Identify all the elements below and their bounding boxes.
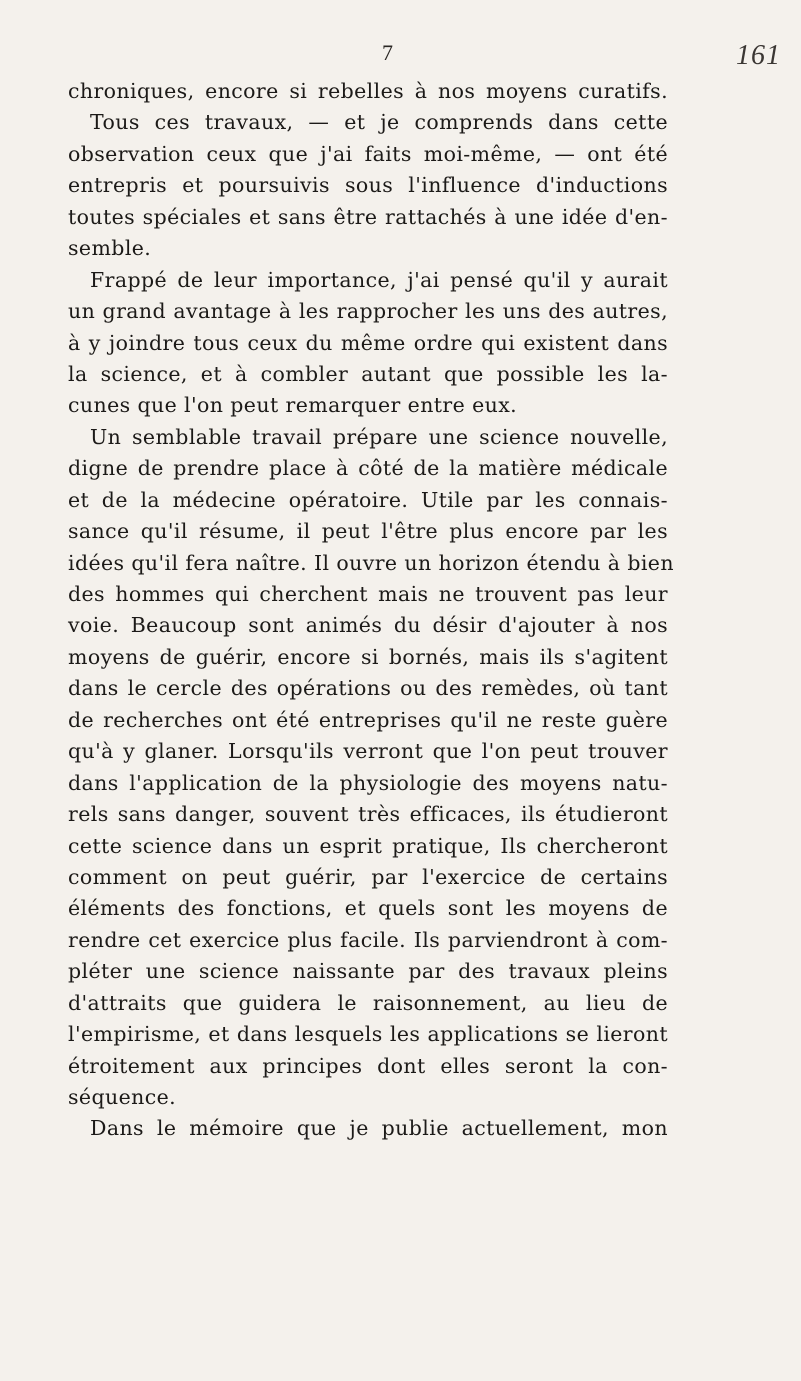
body-text bbox=[68, 76, 674, 1145]
text-line: sance qu'il résume, il peut l'être plus encore par les bbox=[68, 519, 668, 544]
text-line: observation ceux que j'ai faits moi-même, — ont été bbox=[68, 141, 668, 166]
text-line: chroniques, encore si rebelles à nos moyens curatifs. bbox=[68, 79, 668, 103]
text-line: pléter une science naissante par des travaux pleins bbox=[68, 959, 668, 984]
text-line: comment on peut guérir, par l'exercice de certains bbox=[68, 864, 668, 889]
text-line: éléments des fonctions, et quels sont les moyens de bbox=[68, 896, 668, 921]
text-line: Dans le mémoire que je publie actuellement, mon bbox=[90, 1116, 668, 1141]
text-line: de recherches ont été entreprises qu'il ne reste guère bbox=[68, 707, 668, 732]
text-line: Frappé de leur importance, j'ai pensé qu'il y aurait bbox=[90, 267, 668, 292]
text-line: rels sans danger, souvent très efficaces, ils étudieront bbox=[68, 802, 668, 827]
text-line: qu'à y glaner. Lorsqu'ils verront que l'on peut trouver bbox=[68, 739, 668, 764]
text-line: Un semblable travail prépare une science nouvelle, bbox=[90, 424, 668, 449]
text-line: étroitement aux principes dont elles seront la con- bbox=[68, 1053, 668, 1078]
text-line: Tous ces travaux, — et je comprends dans cette bbox=[90, 110, 668, 135]
text-line: dans l'application de la physiologie des moyens natu- bbox=[68, 770, 668, 795]
text-line: toutes spéciales et sans être rattachés à une idée d'en- bbox=[68, 204, 668, 229]
text-line: cette science dans un esprit pratique, Ils chercheront bbox=[68, 833, 668, 858]
text-line: dans le cercle des opérations ou des remèdes, où tant bbox=[68, 676, 668, 701]
text-line: semble. bbox=[68, 236, 152, 261]
text-line: et de la médecine opératoire. Utile par les connais- bbox=[68, 487, 668, 512]
text-line: digne de prendre place à côté de la matière médicale bbox=[68, 456, 668, 481]
text-line: à y joindre tous ceux du même ordre qui existent dans bbox=[68, 330, 668, 355]
text-line: voie. Beaucoup sont animés du désir d'ajouter à nos bbox=[68, 613, 668, 638]
text-line: des hommes qui cherchent mais ne trouvent pas leur bbox=[68, 582, 668, 606]
page-number: 7 bbox=[382, 40, 393, 65]
text-line: d'attraits que guidera le raisonnement, au lieu de bbox=[68, 990, 668, 1015]
text-line: séquence. bbox=[68, 1085, 177, 1109]
text-line: l'empirisme, et dans lesquels les applications se lieront bbox=[68, 1022, 668, 1047]
text-line: cunes que l'on peut remarquer entre eux. bbox=[68, 393, 518, 418]
text-line: rendre cet exercice plus facile. Ils parviendront à com- bbox=[68, 927, 668, 952]
text-line: entrepris et poursuivis sous l'influence d'inductions bbox=[68, 173, 668, 198]
text-line: la science, et à combler autant que possible les la- bbox=[68, 361, 668, 386]
text-line: un grand avantage à les rapprocher les uns des autres, bbox=[68, 299, 668, 324]
text-line: moyens de guérir, encore si bornés, mais ils s'agitent bbox=[68, 644, 668, 669]
handwritten-folio-number: 161 bbox=[736, 40, 781, 71]
text-line: idées qu'il fera naître. Il ouvre un horizon étendu à bien bbox=[68, 550, 674, 575]
